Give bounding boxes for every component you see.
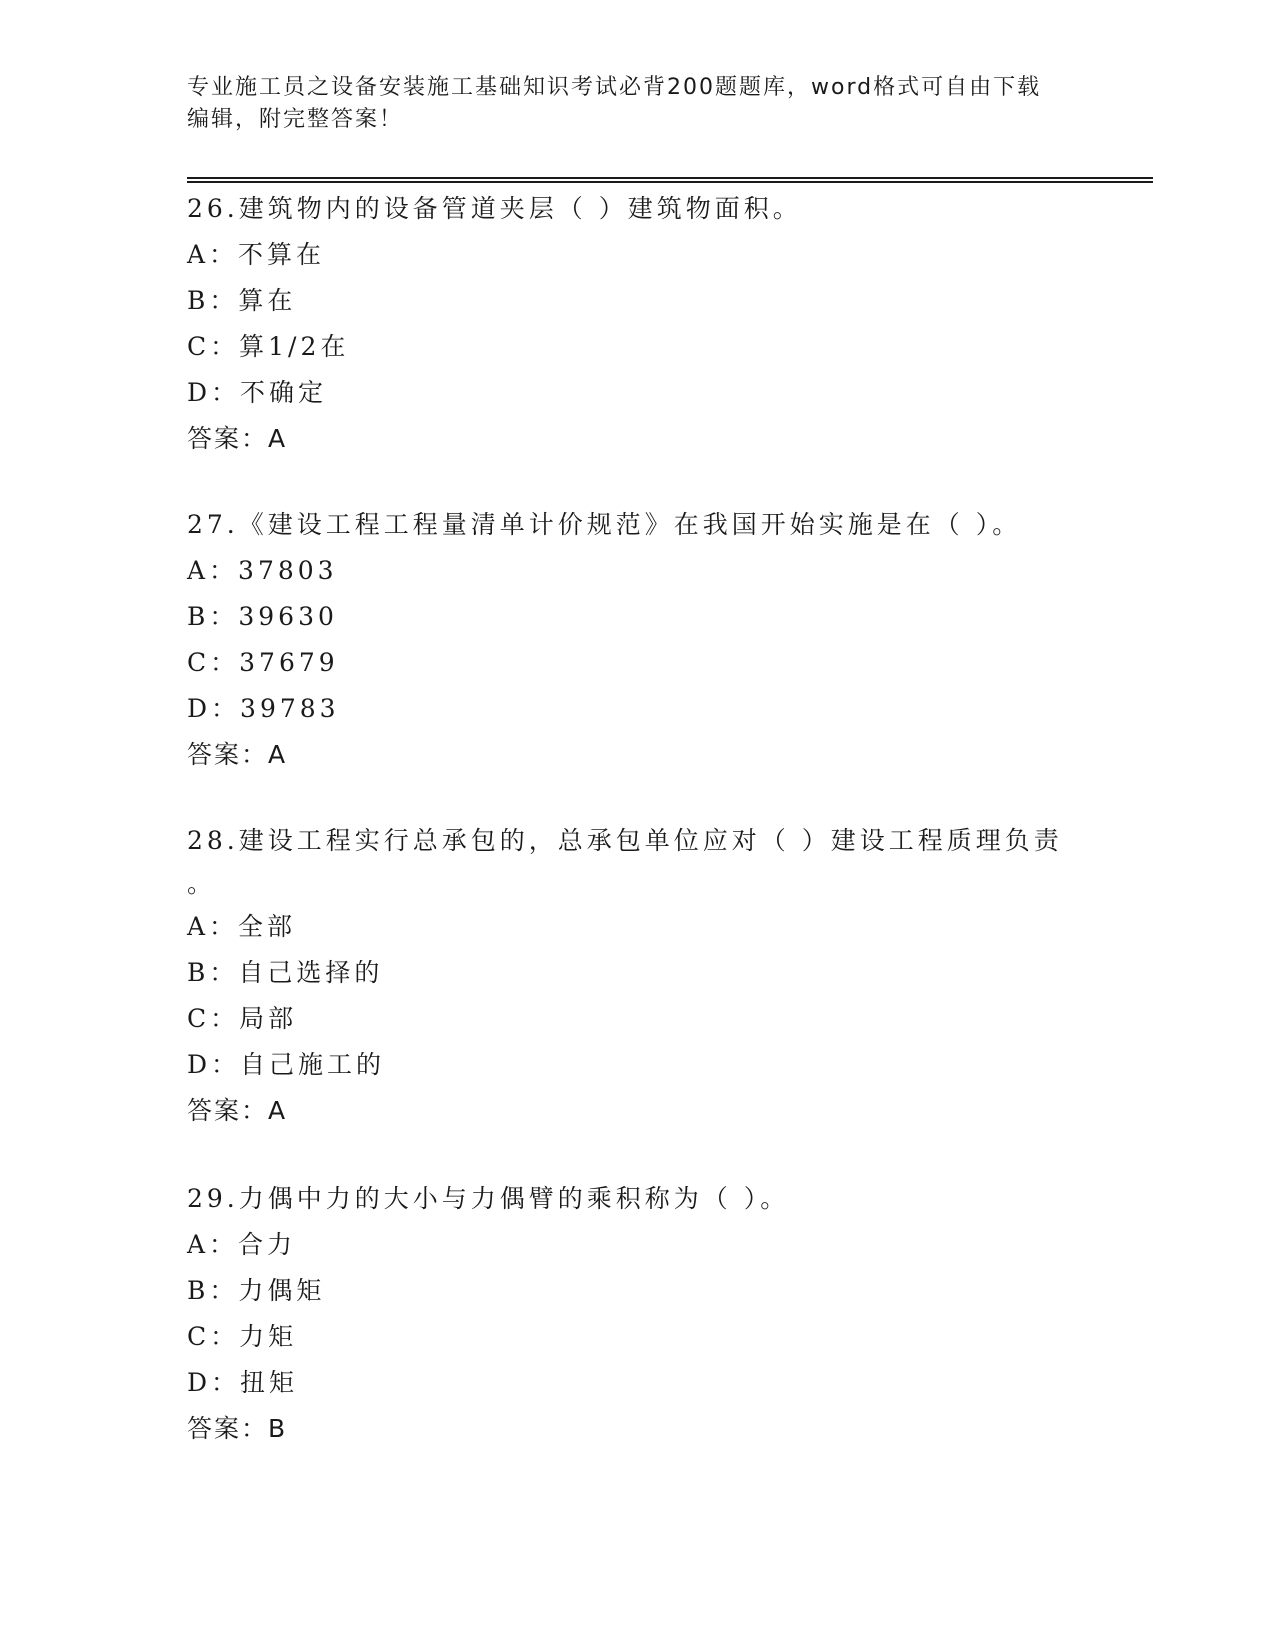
question-28 (187, 818, 1087, 1134)
answer: 答案：A (187, 740, 288, 769)
option-a: A：37803 (187, 556, 338, 585)
question-stem: 27.《建设工程工程量清单计价规范》在我国开始实施是在（ ）。 (187, 510, 1022, 539)
option-a: A：不算在 (187, 240, 326, 269)
question-stem-continuation: 。 (187, 869, 217, 898)
option-d: D：扭矩 (187, 1368, 299, 1397)
question-stem: 26.建筑物内的设备管道夹层（ ）建筑物面积。 (187, 194, 802, 223)
question-27 (187, 502, 1087, 778)
question-stem: 29.力偶中力的大小与力偶臂的乘积称为（ ）。 (187, 1184, 790, 1213)
document-header (187, 72, 1067, 136)
option-c: C：算1/2在 (187, 332, 350, 361)
option-d: D：不确定 (187, 378, 328, 407)
option-d: D：39783 (187, 694, 340, 723)
header-rule-top (187, 177, 1153, 179)
question-29 (187, 1176, 1087, 1452)
option-c: C：局部 (187, 1004, 298, 1033)
option-b: B：算在 (187, 286, 297, 315)
question-stem: 28.建设工程实行总承包的，总承包单位应对（ ）建设工程质理负责 (187, 826, 1063, 855)
option-b: B：39630 (187, 602, 338, 631)
option-d: D：自己施工的 (187, 1050, 386, 1079)
question-26 (187, 186, 1087, 462)
header-line-2: 编辑，附完整答案！ (187, 107, 404, 132)
option-c: C：37679 (187, 648, 339, 677)
option-a: A：全部 (187, 912, 297, 941)
answer: 答案：A (187, 1096, 288, 1125)
header-rule-bottom (187, 181, 1153, 183)
option-b: B：力偶矩 (187, 1276, 326, 1305)
header-line-1: 专业施工员之设备安装施工基础知识考试必背200题题库，word格式可自由下载 (187, 75, 1042, 100)
option-c: C：力矩 (187, 1322, 298, 1351)
answer: 答案：B (187, 1414, 288, 1443)
option-a: A：合力 (187, 1230, 297, 1259)
answer: 答案：A (187, 424, 288, 453)
option-b: B：自己选择的 (187, 958, 384, 987)
